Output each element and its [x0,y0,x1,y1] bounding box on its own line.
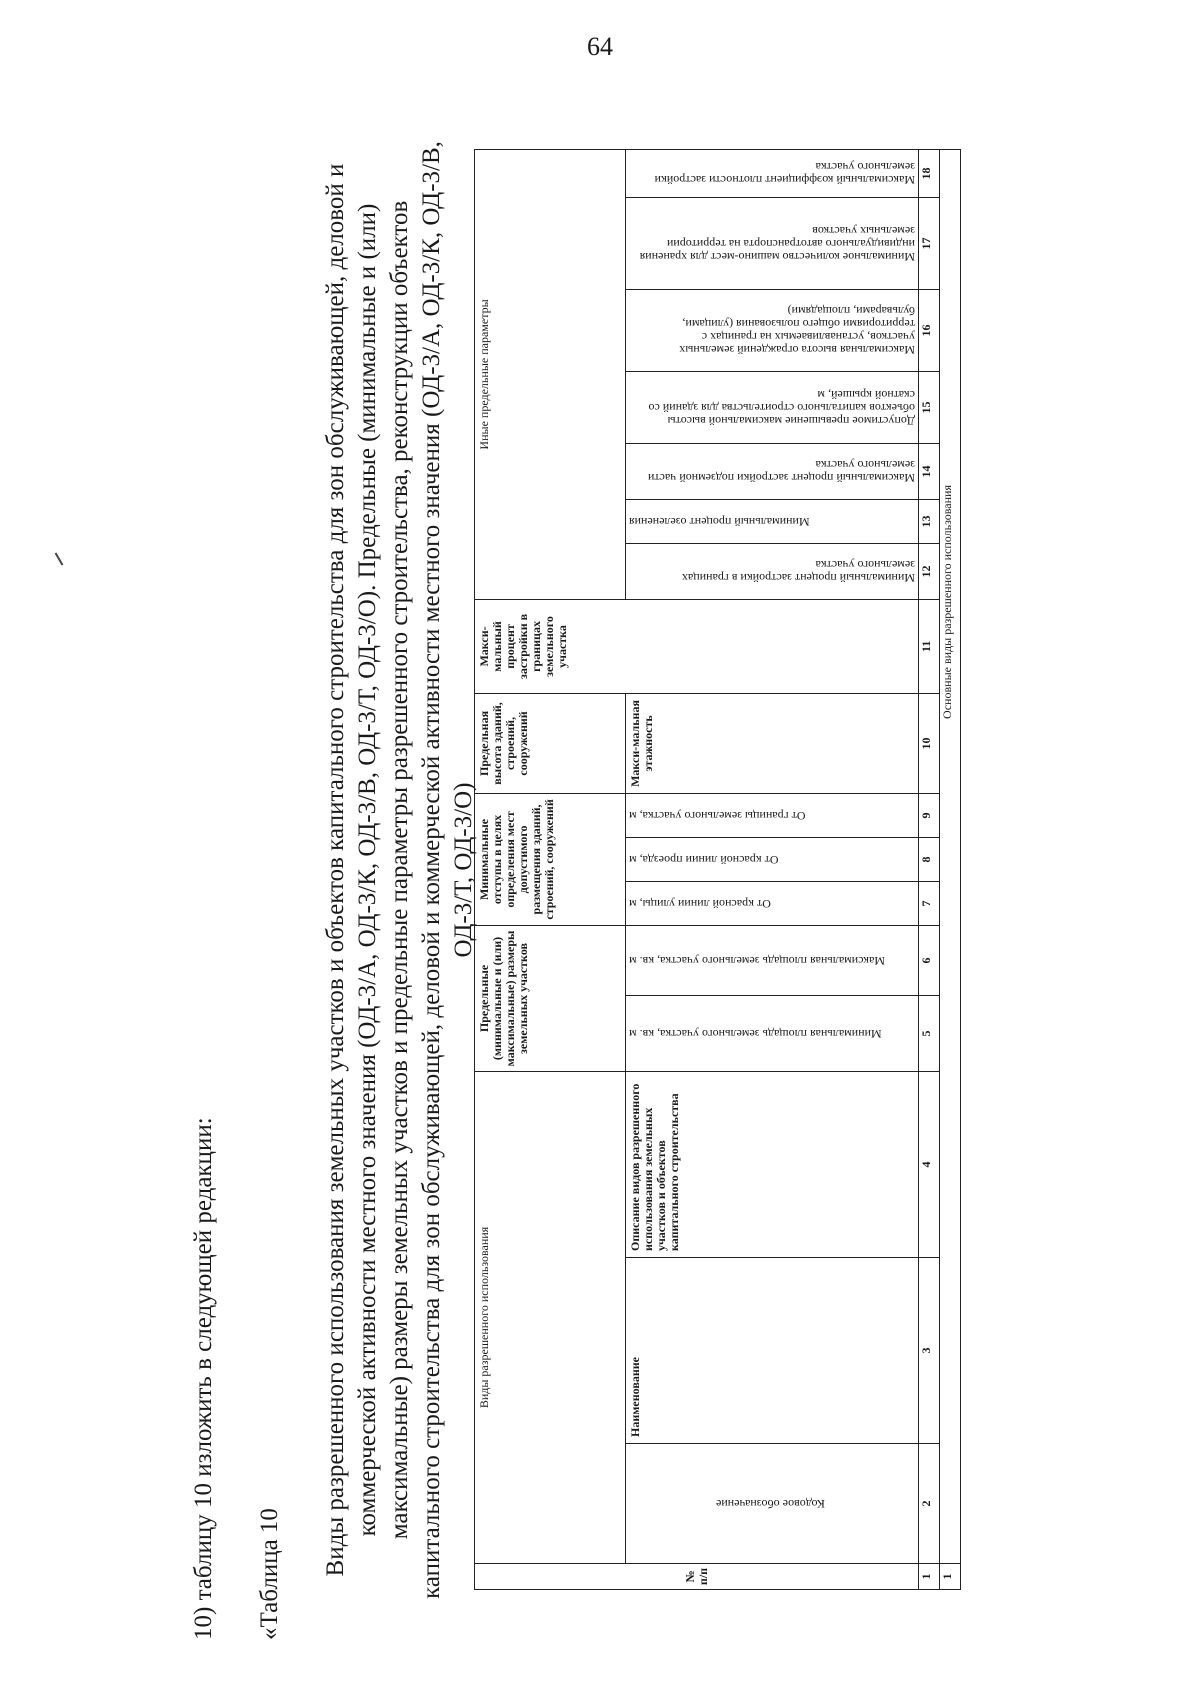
header-code-cell [626,1444,919,1564]
header-other-16: Максимальная высота ограждений земельных участков, устанавливаемых на границах с территориями общего пользования (улицами, бульварами, площадями) [679,304,915,358]
stray-mark [55,552,64,565]
col-number: 13 [919,499,940,543]
table-title: Виды разрешенного использования земельных участков и объектов капитального строительства для зон обслуживающей, деловой и коммерческой активности местного значения (ОД-3/А, ОД-3/К, ОД-3/В, ОД-3/Т, ОД-3/О). Предельные (минимальные и (или) максимальные) размеры земельных участков и предельные параметры разрешенного строительства, реконструкции объектов капитального строительства для зон обслуживающей, деловой и коммерческой активности местного значения (ОД-3/А, ОД-3/К, ОД-3/В, ОД-3/Т, ОД-3/О) [322,141,477,1599]
header-max-coverage: Макси-мальный процент застройки в границах земельного участка [475,599,919,693]
parameters-table [474,149,961,1590]
header-other-12-cell [626,543,919,599]
header-size-min-cell [626,995,919,1071]
header-setback-street: От красной линии улицы, м [629,896,771,911]
col-number: 12 [919,543,940,599]
section-row [940,149,961,1589]
header-setback-passage: От красной линии проезда, м [629,852,779,867]
col-number: 18 [919,149,940,197]
col-number: 17 [919,197,940,289]
intro-text: 10) таблицу 10 изложить в следующей редакции: [190,1117,217,1640]
header-other-17: Минимальное количество машино-мест для хранения индивидуального автотранспорта на территории земельных участков [639,223,915,264]
header-other-18-cell [626,149,919,197]
header-other: Иные предельные параметры [475,149,626,599]
column-numbers-row [919,149,940,1589]
header-other-17-cell [626,197,919,289]
header-other-16-cell [626,289,919,371]
header-setback-border-cell [626,793,919,837]
header-size-max-cell [626,925,919,995]
col-number: 14 [919,443,940,499]
col-number: 3 [919,1258,940,1444]
header-other-15-cell [626,371,919,443]
header-size: Предельные (минимальные и (или) максимальные) размеры земельных участков [475,925,626,1071]
col-number: 2 [919,1444,940,1564]
section-label: Основные виды разрешенного использования [940,149,961,1563]
col-number: 16 [919,289,940,371]
header-other-14-cell [626,443,919,499]
rotated-content [190,100,1200,1640]
col-number: 1 [919,1564,940,1590]
col-number: 7 [919,881,940,925]
page-number: 64 [587,32,613,61]
header-height: Предельная высота зданий, строений, сооружений [475,693,626,793]
header-other-12: Минимальный процент застройки в границах земельного участка [681,558,915,586]
col-number: 8 [919,837,940,881]
col-number: 5 [919,995,940,1071]
header-other-15: Допустимое превышение максимальной высоты объектов капитального строительства для зданий со скатной крышей, м [648,387,915,428]
header-other-18: Максимальный коэффициент плотности застройки земельного участка [654,160,915,188]
header-other-13-cell [626,499,919,543]
header-setback-passage-cell [626,837,919,881]
col-number: 6 [919,925,940,995]
col-number: 10 [919,693,940,793]
col-number: 4 [919,1071,940,1257]
header-name: Наименование [626,1258,919,1444]
header-vri: Виды разрешенного использования [475,1071,626,1563]
header-desc: Описание видов разрешенного использования земельных участков и объектов капитального строительства [626,1071,919,1257]
header-num: № п/п [475,1564,919,1590]
col-number: 9 [919,793,940,837]
header-size-max: Максимальная площадь земельного участка, кв. м [629,953,885,968]
header-size-min: Минимальная площадь земельного участка, кв. м [629,1026,882,1041]
header-setback: Минимальные отступы в целях определения мест допустимого размещения зданий, строений, сооружений [475,793,626,925]
table-label: «Таблица 10 [256,1508,283,1640]
col-number: 15 [919,371,940,443]
header-other-14: Максимальный процент застройки подземной части земельного участка [647,458,915,486]
header-setback-street-cell [626,881,919,925]
header-code: Кодовое обозначение [716,1497,825,1511]
section-number: 1 [940,1564,961,1590]
header-other-13: Минимальный процент озеленения [629,514,810,529]
header-setback-border: От границы земельного участка, м [629,808,806,823]
col-number: 11 [919,599,940,693]
header-floors: Макси-мальная этажность [626,693,919,793]
